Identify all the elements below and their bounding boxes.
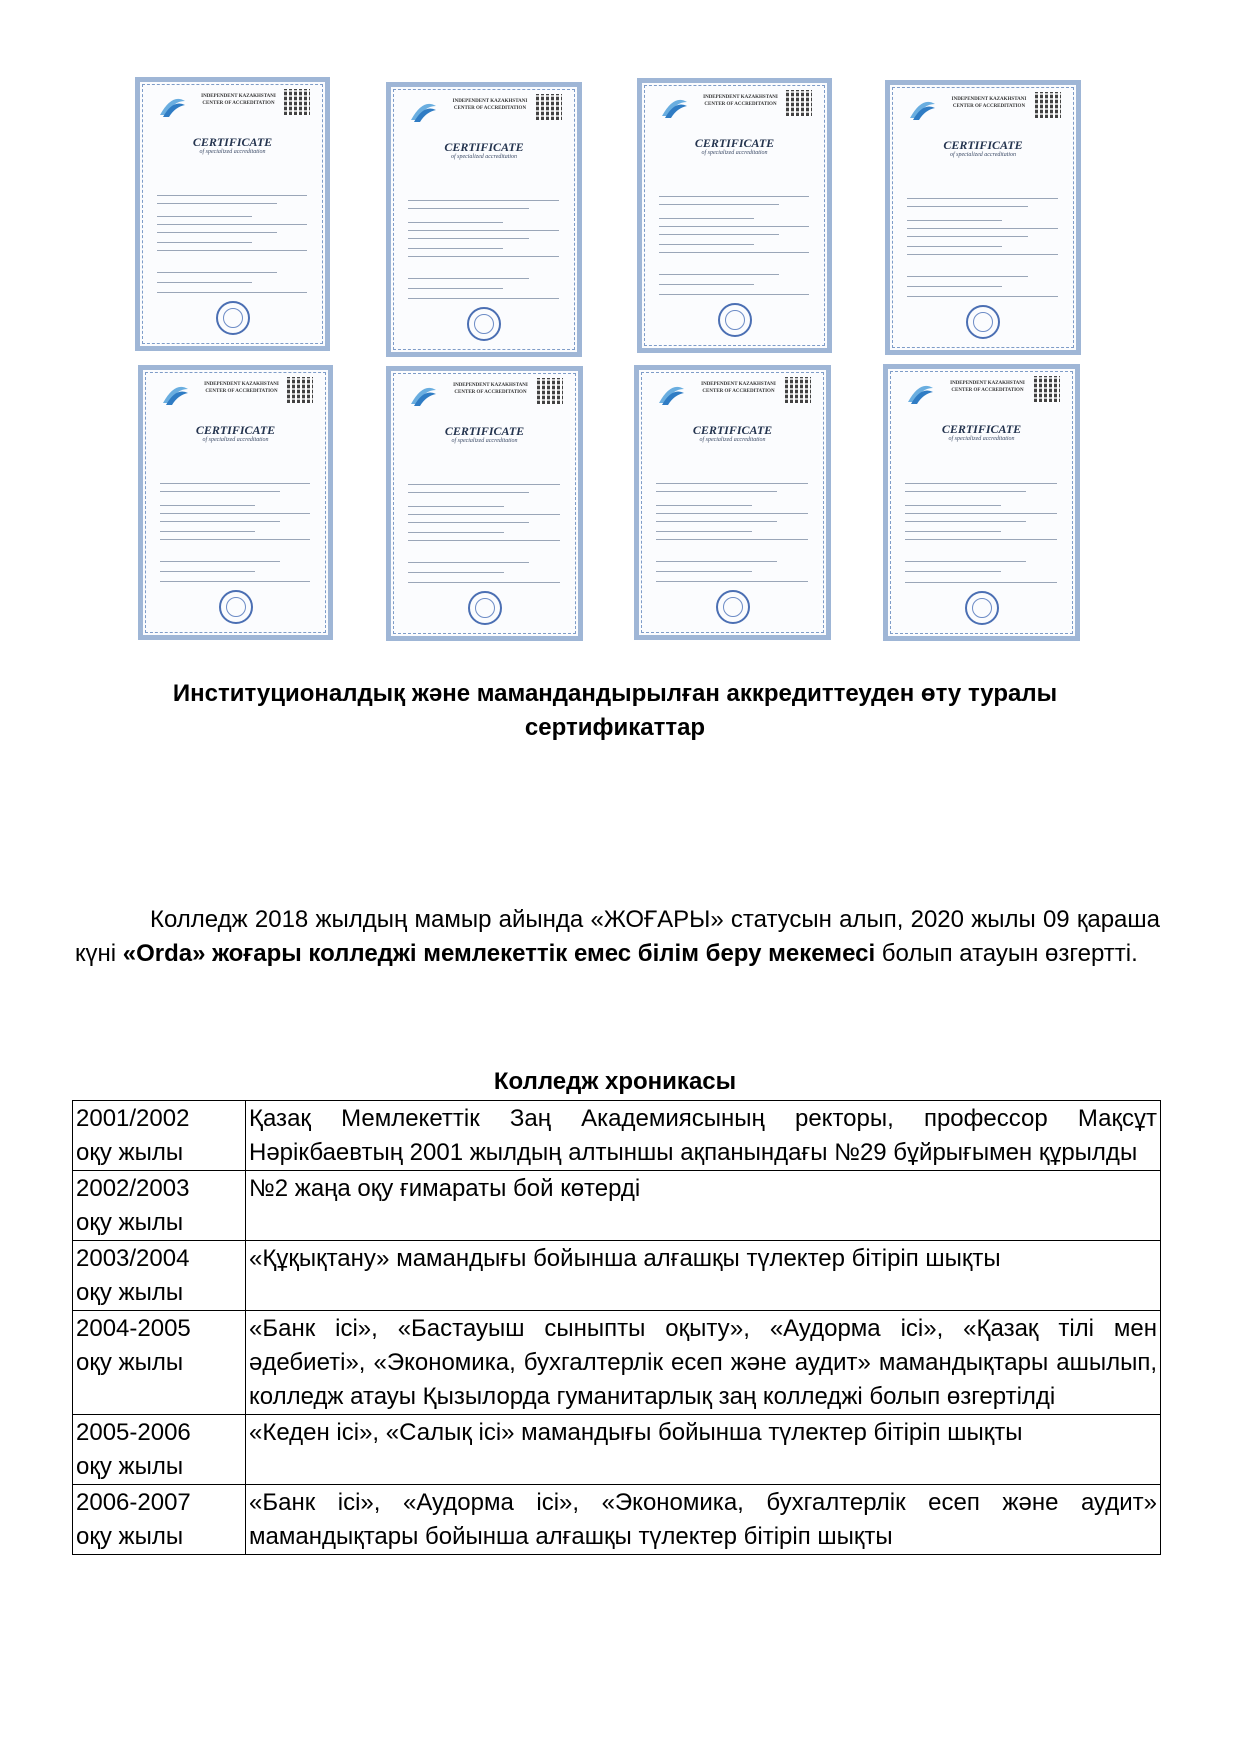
stamp-seal-icon bbox=[966, 305, 1000, 339]
stamp-seal-icon bbox=[716, 590, 750, 624]
certificate-title: CERTIFICATE bbox=[692, 423, 773, 437]
accreditation-logo-icon bbox=[408, 96, 438, 126]
accreditation-logo-icon bbox=[907, 94, 937, 124]
text-line bbox=[656, 581, 808, 582]
qr-code-icon bbox=[1035, 92, 1061, 118]
text-line bbox=[656, 513, 808, 514]
accreditation-logo-icon bbox=[157, 91, 187, 121]
text-line bbox=[907, 246, 1002, 247]
text-line bbox=[907, 198, 1058, 199]
text-line bbox=[905, 531, 1001, 532]
chronicle-row bbox=[73, 1485, 1161, 1555]
year-range: 2001/2002 bbox=[76, 1105, 190, 1132]
status-paragraph bbox=[75, 903, 1160, 971]
certificate-image bbox=[138, 365, 333, 640]
certificate-subtitle: of specialized accreditation bbox=[949, 152, 1017, 158]
paragraph-part-2: болып атауын өзгертті. bbox=[875, 940, 1138, 967]
text-line bbox=[160, 505, 255, 506]
year-range: 2004-2005 bbox=[76, 1315, 191, 1342]
certificate-header: INDEPENDENT KAZAKHSTANI CENTER OF ACCREDITATION bbox=[701, 382, 776, 394]
chronicle-row bbox=[73, 1311, 1161, 1415]
certificate-title: CERTIFICATE bbox=[192, 135, 273, 149]
text-line bbox=[656, 531, 752, 532]
text-line bbox=[408, 484, 560, 485]
row-year bbox=[73, 1241, 246, 1311]
text-line bbox=[905, 561, 1026, 562]
text-line bbox=[408, 562, 529, 563]
year-range: 2005-2006 bbox=[76, 1419, 191, 1446]
text-line bbox=[157, 242, 252, 243]
row-event: №2 жаңа оқу ғимараты бой көтерді bbox=[246, 1171, 1161, 1241]
certificate-title: CERTIFICATE bbox=[195, 423, 276, 437]
caption-line-1: Институционалдық және мамандандырылған аккредиттеуден өту туралы bbox=[172, 680, 1058, 707]
text-line bbox=[157, 203, 277, 204]
text-line bbox=[659, 252, 809, 253]
text-line bbox=[656, 505, 752, 506]
certificate-image bbox=[386, 366, 583, 641]
text-line bbox=[905, 521, 1026, 522]
certificate-header: INDEPENDENT KAZAKHSTANI CENTER OF ACCREDITATION bbox=[201, 94, 276, 106]
caption-line-2: сертификаттар bbox=[524, 714, 706, 741]
row-event: Қазақ Мемлекеттік Заң Академиясының ректоры, профессор Мақсұт Нәрікбаевтың 2001 жылдың алтыншы ақпанындағы №29 бұйрығымен құрылды bbox=[246, 1101, 1161, 1171]
text-line bbox=[160, 513, 310, 514]
text-line bbox=[408, 514, 560, 515]
row-year bbox=[73, 1101, 246, 1171]
year-label: оқу жылы bbox=[76, 1209, 184, 1236]
certificate-title: CERTIFICATE bbox=[941, 422, 1022, 436]
row-year bbox=[73, 1485, 246, 1555]
certificate-subtitle: of specialized accreditation bbox=[701, 150, 768, 156]
text-line bbox=[656, 561, 777, 562]
text-line bbox=[160, 521, 280, 522]
accreditation-logo-icon bbox=[659, 92, 689, 122]
text-line bbox=[905, 571, 1001, 572]
text-line bbox=[907, 236, 1028, 237]
text-line bbox=[408, 256, 559, 257]
text-line bbox=[157, 224, 307, 225]
text-line bbox=[659, 234, 779, 235]
text-line bbox=[157, 272, 277, 273]
text-line bbox=[157, 216, 252, 217]
text-line bbox=[659, 244, 754, 245]
text-line bbox=[408, 522, 529, 523]
text-line bbox=[905, 513, 1057, 514]
text-line bbox=[659, 218, 754, 219]
chronicle-title: Колледж хроникасы bbox=[493, 1068, 737, 1095]
certificate-subtitle: of specialized accreditation bbox=[199, 149, 266, 155]
accreditation-logo-icon bbox=[408, 380, 438, 410]
text-line bbox=[905, 539, 1057, 540]
year-range: 2006-2007 bbox=[76, 1489, 191, 1516]
certificate-image bbox=[885, 80, 1081, 355]
text-line bbox=[160, 571, 255, 572]
year-label: оқу жылы bbox=[76, 1523, 184, 1550]
row-year bbox=[73, 1171, 246, 1241]
certificate-title: CERTIFICATE bbox=[444, 424, 525, 438]
text-line bbox=[907, 228, 1058, 229]
certificate-image bbox=[634, 365, 831, 640]
certificate-header: INDEPENDENT KAZAKHSTANI CENTER OF ACCREDITATION bbox=[204, 382, 279, 394]
certificate-subtitle: of specialized accreditation bbox=[202, 437, 269, 443]
text-line bbox=[160, 581, 310, 582]
row-event: «Банк ісі», «Аудорма ісі», «Экономика, бухгалтерлік есеп және аудит» мамандықтары бойынша алғашқы түлектер бітіріп шықты bbox=[246, 1485, 1161, 1555]
year-label: оқу жылы bbox=[76, 1139, 184, 1166]
text-line bbox=[157, 232, 277, 233]
year-label: оқу жылы bbox=[76, 1279, 184, 1306]
year-label: оқу жылы bbox=[76, 1453, 184, 1480]
text-line bbox=[408, 248, 503, 249]
qr-code-icon bbox=[284, 89, 310, 115]
paragraph-part-1: Колледж 2018 жылдың мамыр айында «ЖОҒАРЫ» статусын алып, 2020 жылы 09 қараша күні bbox=[75, 906, 1160, 967]
text-line bbox=[656, 571, 752, 572]
text-line bbox=[160, 539, 310, 540]
text-line bbox=[907, 254, 1058, 255]
text-line bbox=[157, 195, 307, 196]
year-range: 2002/2003 bbox=[76, 1175, 190, 1202]
row-year bbox=[73, 1415, 246, 1485]
certificate-header: INDEPENDENT KAZAKHSTANI CENTER OF ACCREDITATION bbox=[703, 95, 778, 107]
chronicle-table bbox=[72, 1100, 1161, 1555]
text-line bbox=[659, 274, 779, 275]
text-line bbox=[157, 250, 307, 251]
qr-code-icon bbox=[287, 377, 313, 403]
certificate-header: INDEPENDENT KAZAKHSTANI CENTER OF ACCREDITATION bbox=[950, 381, 1025, 393]
text-line bbox=[659, 196, 809, 197]
certificate-subtitle: of specialized accreditation bbox=[948, 436, 1015, 442]
text-line bbox=[656, 521, 777, 522]
certificate-subtitle: of specialized accreditation bbox=[450, 154, 518, 160]
text-line bbox=[907, 296, 1058, 297]
qr-code-icon bbox=[785, 377, 811, 403]
certificate-image bbox=[637, 78, 832, 353]
row-year bbox=[73, 1311, 246, 1415]
text-line bbox=[160, 531, 255, 532]
text-line bbox=[408, 208, 529, 209]
text-line bbox=[656, 539, 808, 540]
text-line bbox=[905, 483, 1057, 484]
text-line bbox=[907, 206, 1028, 207]
stamp-seal-icon bbox=[219, 590, 253, 624]
text-line bbox=[656, 491, 777, 492]
certificate-header: INDEPENDENT KAZAKHSTANI CENTER OF ACCREDITATION bbox=[951, 97, 1027, 109]
qr-code-icon bbox=[537, 378, 563, 404]
certificate-image bbox=[135, 77, 330, 351]
text-line bbox=[160, 483, 310, 484]
row-event: «Банк ісі», «Бастауыш сыныпты оқыту», «Аудорма ісі», «Қазақ тілі мен әдебиеті», «Экономика, бухгалтерлік есеп және аудит» мамандықтары ашылып, колледж атауы Қызылорда гуманитарлық заң колледжі болып өзгертілді bbox=[246, 1311, 1161, 1415]
text-line bbox=[408, 278, 529, 279]
stamp-seal-icon bbox=[718, 303, 752, 337]
year-range: 2003/2004 bbox=[76, 1245, 190, 1272]
certificate-header: INDEPENDENT KAZAKHSTANI CENTER OF ACCREDITATION bbox=[452, 99, 528, 111]
text-line bbox=[408, 298, 559, 299]
text-line bbox=[408, 238, 529, 239]
text-line bbox=[408, 230, 559, 231]
certificates-caption bbox=[60, 677, 1170, 745]
paragraph-bold: «Orda» жоғары колледжі мемлекеттік емес білім беру мекемесі bbox=[122, 940, 876, 967]
text-line bbox=[408, 582, 560, 583]
text-line bbox=[157, 292, 307, 293]
text-line bbox=[408, 200, 559, 201]
stamp-seal-icon bbox=[216, 301, 250, 335]
text-line bbox=[905, 582, 1057, 583]
text-line bbox=[408, 492, 529, 493]
certificate-title: CERTIFICATE bbox=[943, 138, 1023, 152]
text-line bbox=[408, 288, 503, 289]
accreditation-logo-icon bbox=[905, 378, 935, 408]
text-line bbox=[659, 226, 809, 227]
row-event: «Құқықтану» мамандығы бойынша алғашқы түлектер бітіріп шықты bbox=[246, 1241, 1161, 1311]
certificate-header: INDEPENDENT KAZAKHSTANI CENTER OF ACCREDITATION bbox=[453, 383, 528, 395]
stamp-seal-icon bbox=[467, 307, 501, 341]
year-label: оқу жылы bbox=[76, 1349, 184, 1376]
certificate-title: CERTIFICATE bbox=[444, 140, 524, 154]
qr-code-icon bbox=[1034, 376, 1060, 402]
accreditation-logo-icon bbox=[160, 379, 190, 409]
text-line bbox=[907, 276, 1028, 277]
chronicle-row bbox=[73, 1241, 1161, 1311]
qr-code-icon bbox=[786, 90, 812, 116]
chronicle-row bbox=[73, 1415, 1161, 1485]
text-line bbox=[408, 572, 504, 573]
stamp-seal-icon bbox=[965, 591, 999, 625]
text-line bbox=[157, 282, 252, 283]
text-line bbox=[408, 506, 504, 507]
text-line bbox=[907, 220, 1002, 221]
accreditation-logo-icon bbox=[656, 379, 686, 409]
chronicle-row bbox=[73, 1101, 1161, 1171]
certificate-image bbox=[883, 364, 1080, 641]
text-line bbox=[659, 204, 779, 205]
certificate-subtitle: of specialized accreditation bbox=[699, 437, 766, 443]
certificate-image bbox=[386, 82, 582, 357]
qr-code-icon bbox=[536, 94, 562, 120]
chronicle-row bbox=[73, 1171, 1161, 1241]
stamp-seal-icon bbox=[468, 591, 502, 625]
certificate-subtitle: of specialized accreditation bbox=[451, 438, 518, 444]
row-event: «Кеден ісі», «Салық ісі» мамандығы бойынша түлектер бітіріп шықты bbox=[246, 1415, 1161, 1485]
text-line bbox=[659, 294, 809, 295]
text-line bbox=[905, 505, 1001, 506]
text-line bbox=[659, 284, 754, 285]
text-line bbox=[408, 222, 503, 223]
certificate-title: CERTIFICATE bbox=[694, 136, 775, 150]
text-line bbox=[656, 483, 808, 484]
text-line bbox=[160, 561, 280, 562]
text-line bbox=[408, 540, 560, 541]
text-line bbox=[907, 286, 1002, 287]
text-line bbox=[160, 491, 280, 492]
text-line bbox=[905, 491, 1026, 492]
text-line bbox=[408, 532, 504, 533]
